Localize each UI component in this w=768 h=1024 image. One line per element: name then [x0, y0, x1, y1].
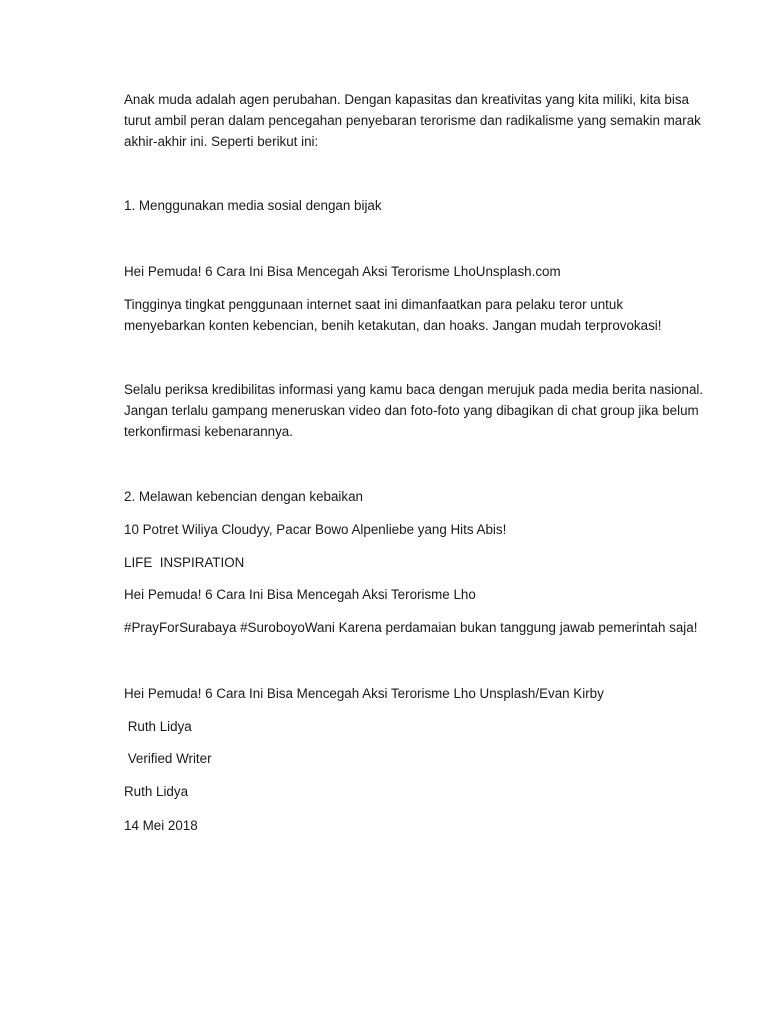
- intro-paragraph: [124, 89, 701, 152]
- paragraph-line: Selalu periksa kredibilitas informasi yang kamu baca dengan merujuk pada media berita nasional.: [124, 382, 704, 397]
- point-two-heading: 2. Melawan kebencian dengan kebaikan: [124, 489, 363, 504]
- related-article-link[interactable]: 10 Potret Wiliya Cloudyy, Pacar Bowo Alpenliebe yang Hits Abis!: [124, 522, 507, 537]
- paragraph-line: menyebarkan konten kebencian, benih ketakutan, dan hoaks. Jangan mudah terprovokasi!: [124, 318, 662, 333]
- paragraph-line: Tingginya tingkat penggunaan internet saat ini dimanfaatkan para pelaku teror untuk: [124, 297, 624, 312]
- paragraph-line: terkonfirmasi kebenarannya.: [124, 424, 293, 439]
- paragraph-line: Jangan terlalu gampang meneruskan video dan foto-foto yang dibagikan di chat group jika belum: [124, 403, 699, 418]
- category-label: LIFE INSPIRATION: [124, 555, 245, 570]
- body-paragraph: [124, 294, 684, 336]
- image-caption: Hei Pemuda! 6 Cara Ini Bisa Mencegah Aksi Terorisme Lho Unsplash/Evan Kirby: [124, 686, 604, 701]
- intro-line: akhir-akhir ini. Seperti berikut ini:: [124, 134, 319, 149]
- intro-line: Anak muda adalah agen perubahan. Dengan kapasitas dan kreativitas yang kita miliki, kita bisa: [124, 92, 689, 107]
- author-name: Ruth Lidya: [124, 719, 192, 734]
- point-one-heading: 1. Menggunakan media sosial dengan bijak: [124, 198, 382, 213]
- author-name: Ruth Lidya: [124, 784, 189, 799]
- image-caption: Hei Pemuda! 6 Cara Ini Bisa Mencegah Aksi Terorisme LhoUnsplash.com: [124, 264, 561, 279]
- publish-date: 14 Mei 2018: [124, 818, 198, 833]
- intro-line: turut ambil peran dalam pencegahan penyebaran terorisme dan radikalisme yang semakin marak: [124, 113, 701, 128]
- image-caption: Hei Pemuda! 6 Cara Ini Bisa Mencegah Aksi Terorisme Lho: [124, 587, 476, 602]
- hashtag-line: #PrayForSurabaya #SuroboyoWani Karena perdamaian bukan tanggung jawab pemerintah saja!: [124, 620, 698, 635]
- body-paragraph: [124, 379, 704, 442]
- author-role: Verified Writer: [124, 751, 212, 766]
